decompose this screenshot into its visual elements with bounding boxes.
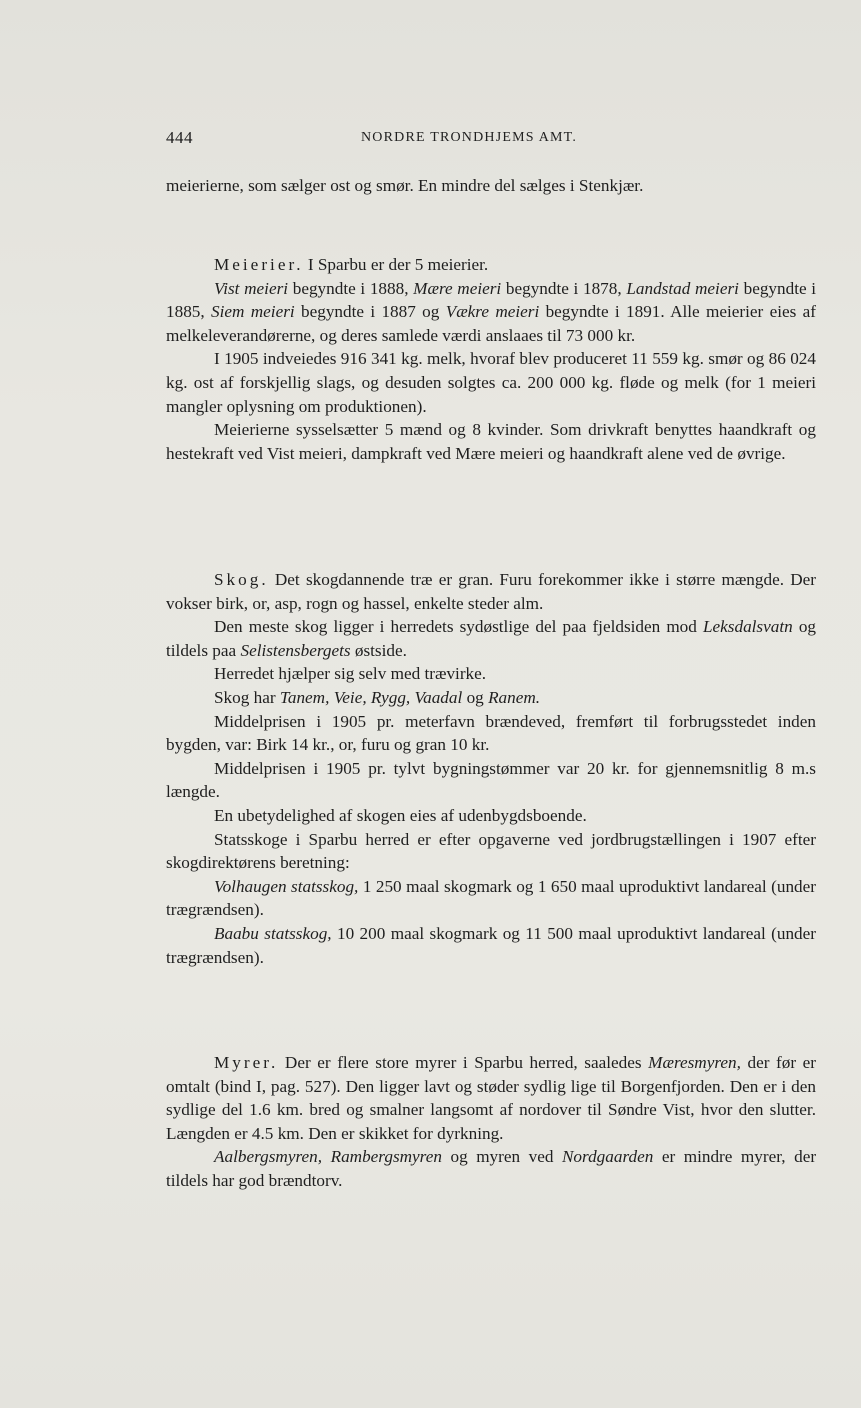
skog-heading: Skog. [214, 570, 269, 589]
skog-paragraph-7: En ubetydelighed af skogen eies af udenbygdsboende. [214, 805, 587, 825]
meieri-siem: Siem meieri [211, 302, 295, 322]
meieri-landstad: Landstad meieri [626, 278, 739, 298]
intro-paragraph: meierierne, som sælger ost og smør. En mindre del sælges i Stenkjær. [166, 176, 644, 195]
myrer-paragraph-1: Myrer. Der er flere store myrer i Sparbu herred, saaledes Mæresmyren, der før er omtalt (bind I, pag. 527). Den ligger lavt og støder sydlig lige til Borgenfjorden. Den er i den sydlige del 1.6 km. bred og smalner langsomt af nordover til Søndre Vist, hvor den slutter. Længden er 4.5 km. Den er skikket for dyrkning. [166, 1053, 817, 1143]
myrer-paragraph-2: Aalbergsmyren, Rambergsmyren og myren ved Nordgaarden er mindre myrer, der tildels har god brændtorv. [166, 1147, 817, 1190]
meieri-vaekre: Vækre meieri [445, 302, 540, 322]
skog-paragraph-1: Skog. Det skogdannende træ er gran. Furu forekommer ikke i større mængde. Der vokser birk, or, asp, rogn og hassel, enkelte steder alm. [166, 570, 817, 613]
page-number: 444 [166, 128, 193, 147]
meierier-paragraph-2: I 1905 indveiedes 916 341 kg. melk, hvoraf blev produceret 11 559 kg. smør og 86 024 kg. ost af forskjellig slags, og desuden solgtes ca. 200 000 kg. fløde og melk (for 1 meieri mangler oplysning om produktionen). [166, 349, 816, 416]
myrer-section [166, 1051, 816, 1193]
skog-paragraph-10: Baabu statsskog, 10 200 maal skogmark og 11 500 maal uproduktivt landareal (under trægrændsen). [166, 923, 816, 967]
skog-paragraph-2: Den meste skog ligger i herredets sydøstlige del paa fjeldsiden mod Leksdalsvatn og tildels paa Selistensbergets østside. [166, 617, 816, 660]
skog-paragraph-8: Statsskoge i Sparbu herred er efter opgaverne ved jordbrugstællingen i 1907 efter skogdirektørens beretning: [166, 829, 816, 873]
intro-section [166, 174, 816, 198]
running-title: NORDRE TRONDHJEMS AMT. [361, 130, 578, 145]
skog-paragraph-6: Middelprisen i 1905 pr. tylvt bygningstømmer var 20 kr. for gjennemsnitlig 8 m.s længde. [166, 758, 816, 802]
skog-paragraph-5: Middelprisen i 1905 pr. meterfavn brændeved, fremført til forbrugsstedet inden bygden, var: Birk 14 kr., or, furu og gran 10 kr. [166, 711, 816, 755]
skog-paragraph-9: Volhaugen statsskog, 1 250 maal skogmark og 1 650 maal uproduktivt landareal (under trægrændsen). [166, 876, 816, 920]
meierier-heading: Meierier. [214, 255, 304, 274]
skog-section [166, 568, 816, 969]
meierier-paragraph-list: Vist meieri begyndte i 1888, Mære meieri begyndte i 1878, Landstad meieri begyndte i 1885, Siem meieri begyndte i 1887 og Vækre meieri begyndte i 1891. Alle meierier eies af melkeleverandørerne, og deres samlede værdi anslaaes til 73 000 kr. [166, 278, 817, 345]
myrer-heading: Myrer. [214, 1053, 279, 1072]
page-header [166, 128, 816, 150]
meierier-paragraph-3: Meierierne sysselsætter 5 mænd og 8 kvinder. Som drivkraft benyttes haandkraft og hestekraft ved Vist meieri, dampkraft ved Mære meieri og haandkraft alene ved de øvrige. [166, 420, 816, 463]
meieri-maere: Mære meieri [413, 278, 502, 298]
skog-paragraph-3: Herredet hjælper sig selv med trævirke. [214, 664, 487, 684]
meierier-section [166, 253, 816, 465]
meierier-paragraph-1: Meierier. I Sparbu er der 5 meierier. [214, 255, 489, 274]
meieri-vist: Vist meieri [214, 278, 289, 298]
skog-paragraph-4: Skog har Tanem, Veie, Rygg, Vaadal og Ranem. [214, 687, 541, 707]
